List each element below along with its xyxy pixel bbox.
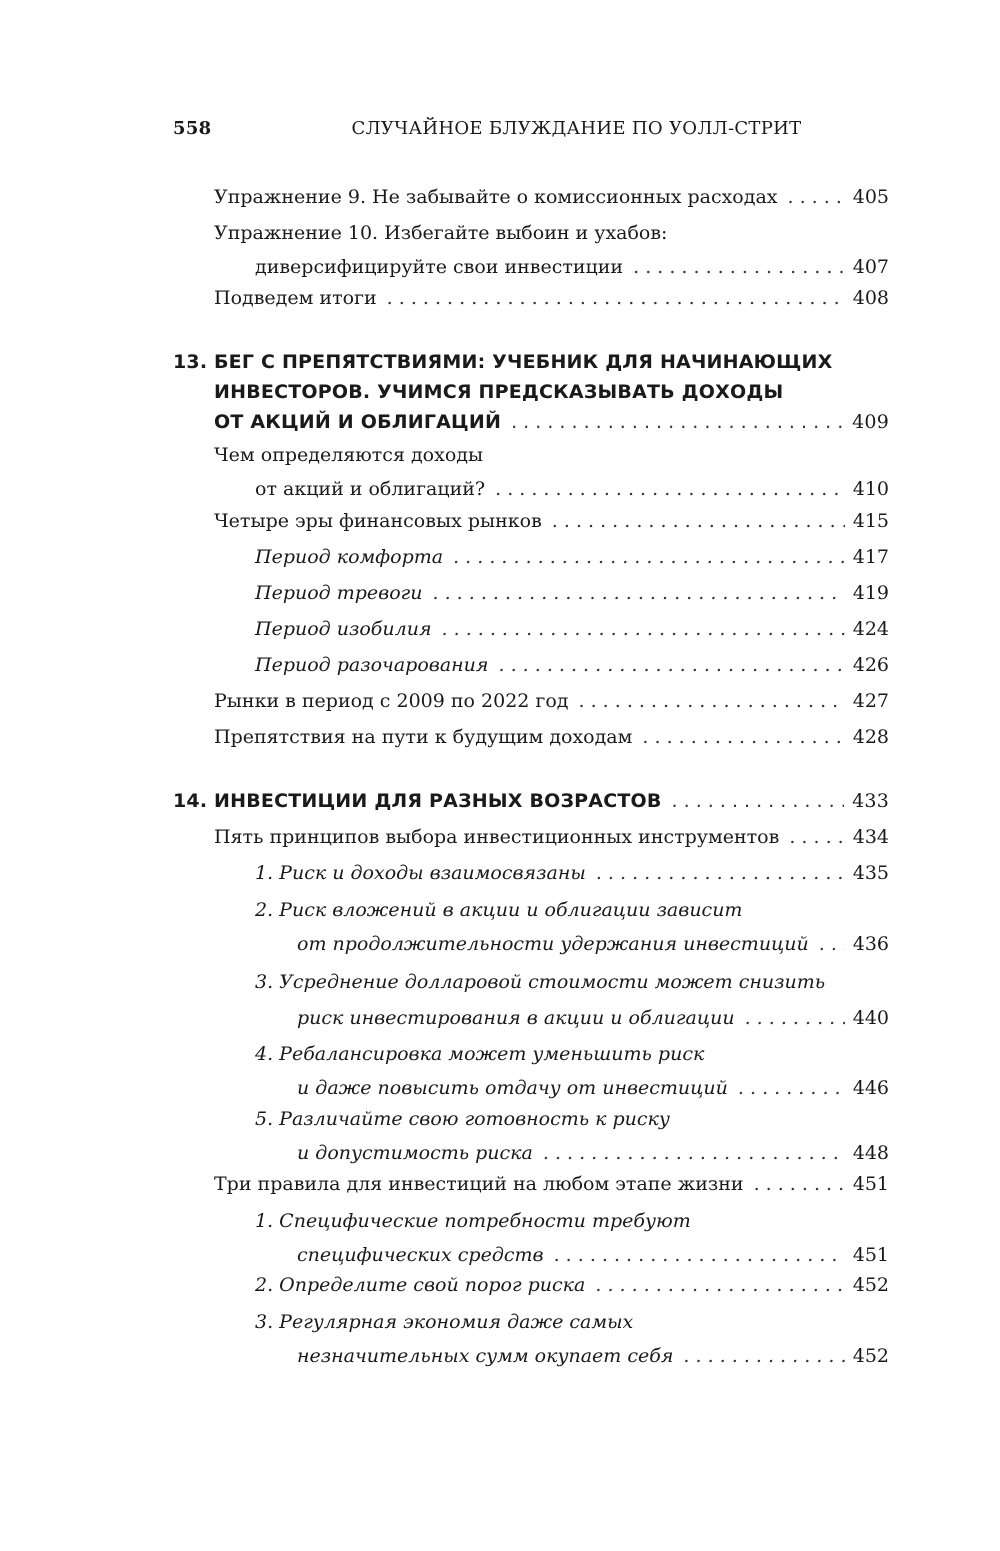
toc-page-number: 405 <box>852 186 889 208</box>
leader-dots <box>442 612 845 646</box>
chapter-title-continued: ОТ АКЦИЙ И ОБЛИГАЦИЙ <box>214 411 502 433</box>
toc-entry-title: Упражнение 10. Избегайте выбоин и ухабов: <box>214 222 668 244</box>
toc-page-number: 409 <box>852 411 889 433</box>
toc-subentry[interactable] <box>0 965 889 1035</box>
leader-dots <box>672 784 845 818</box>
toc-entry-title-continued: от акций и облигаций? <box>255 478 486 500</box>
toc-entry-title: 5. Различайте свою готовность к риску <box>255 1108 670 1130</box>
toc-subentry[interactable] <box>0 1204 889 1272</box>
toc-entry-title: Чем определяются доходы <box>214 444 484 466</box>
leader-dots <box>633 250 845 284</box>
toc-entry-title: 2. Определите свой порог риска <box>255 1274 586 1296</box>
leader-dots <box>683 1339 844 1373</box>
toc-entry-title: 1. Специфические потребности требуют <box>255 1210 691 1232</box>
leader-dots <box>819 927 845 961</box>
chapter-title: БЕГ С ПРЕПЯТСТВИЯМИ: УЧЕБНИК ДЛЯ НАЧИНАЮЩИХ <box>214 351 833 373</box>
toc-page-number: 433 <box>852 790 889 812</box>
toc-subentry[interactable] <box>0 893 889 961</box>
toc-entry-title: 2. Риск вложений в акции и облигации зависит <box>255 899 743 921</box>
toc-entry-title-continued: от продолжительности удержания инвестиций <box>297 933 809 955</box>
toc-entry-title: 3. Усреднение долларовой стоимости может снизить <box>255 971 826 993</box>
chapter-title: ИНВЕСТИЦИИ ДЛЯ РАЗНЫХ ВОЗРАСТОВ <box>214 790 662 812</box>
toc-entry-title: 3. Регулярная экономия даже самых <box>255 1311 634 1333</box>
toc-page-number: 407 <box>852 256 889 278</box>
toc-page-number: 417 <box>852 546 889 568</box>
leader-dots <box>579 684 845 718</box>
toc-page-number: 446 <box>852 1077 889 1099</box>
toc-chapter-14[interactable] <box>0 784 889 818</box>
toc-entry[interactable] <box>0 820 889 854</box>
toc-subentry[interactable] <box>0 856 889 890</box>
toc-entry-title-continued: специфических средств <box>297 1244 544 1266</box>
toc-entry-title: Три правила для инвестиций на любом этапе жизни <box>214 1173 744 1195</box>
leader-dots <box>754 1167 845 1201</box>
leader-dots <box>433 576 845 610</box>
leader-dots <box>552 504 845 538</box>
toc-entry[interactable] <box>0 684 889 718</box>
toc-entry-title: Рынки в период с 2009 по 2022 год <box>214 690 569 712</box>
leader-dots <box>499 648 845 682</box>
toc-entry-title-continued: и даже повысить отдачу от инвестиций <box>297 1077 728 1099</box>
toc-page-number: 408 <box>852 287 889 309</box>
toc-page-number: 451 <box>852 1173 889 1195</box>
leader-dots <box>595 1268 844 1302</box>
toc-entry-title-continued: незначительных сумм окупает себя <box>297 1345 674 1367</box>
toc-page-number: 452 <box>852 1345 889 1367</box>
page-number: 558 <box>173 118 212 139</box>
toc-subentry[interactable] <box>0 540 889 574</box>
leader-dots <box>495 472 845 506</box>
toc-entry[interactable] <box>0 504 889 538</box>
toc-page-number: 452 <box>852 1274 889 1296</box>
toc-entry-title: Четыре эры финансовых рынков <box>214 510 542 532</box>
toc-page-number: 428 <box>852 726 889 748</box>
leader-dots <box>788 180 845 214</box>
toc-entry-title-continued: риск инвестирования в акции и облигации <box>297 1007 735 1029</box>
toc-page-number: 440 <box>852 1007 889 1029</box>
chapter-number: 13. <box>173 351 208 373</box>
book-title: СЛУЧАЙНОЕ БЛУЖДАНИЕ ПО УОЛЛ-СТРИТ <box>351 118 802 139</box>
toc-entry-title: Период тревоги <box>255 582 423 604</box>
toc-entry[interactable] <box>0 438 889 506</box>
toc-subentry[interactable] <box>0 1305 889 1373</box>
toc-page-number: 419 <box>852 582 889 604</box>
toc-subentry[interactable] <box>0 576 889 610</box>
toc-page-number: 435 <box>852 862 889 884</box>
leader-dots <box>789 820 844 854</box>
toc-page-number: 426 <box>852 654 889 676</box>
toc-entry-title-continued: и допустимость риска <box>297 1142 533 1164</box>
leader-dots <box>453 540 845 574</box>
leader-dots <box>745 1001 845 1035</box>
toc-entry-title-continued: диверсифицируйте свои инвестиции <box>255 256 624 278</box>
toc-subentry[interactable] <box>0 612 889 646</box>
toc-subentry[interactable] <box>0 1268 889 1302</box>
leader-dots <box>596 856 845 890</box>
toc-entry[interactable] <box>0 216 889 284</box>
toc-page-number: 448 <box>852 1142 889 1164</box>
toc-entry-title: Пять принципов выбора инвестиционных инструментов <box>214 826 780 848</box>
toc-entry[interactable] <box>0 180 889 214</box>
toc-entry[interactable] <box>0 1167 889 1201</box>
toc-page-number: 427 <box>852 690 889 712</box>
toc-chapter-13[interactable] <box>0 345 889 439</box>
leader-dots <box>511 405 844 439</box>
toc-subentry[interactable] <box>0 1102 889 1170</box>
toc-entry-title: Подведем итоги <box>214 287 377 309</box>
toc-entry-title: Препятствия на пути к будущим доходам <box>214 726 633 748</box>
leader-dots <box>642 720 844 754</box>
chapter-number: 14. <box>173 790 208 812</box>
toc-page-number: 434 <box>852 826 889 848</box>
toc-entry-title: 1. Риск и доходы взаимосвязаны <box>255 862 586 884</box>
toc-entry-title: Период разочарования <box>255 654 489 676</box>
running-head <box>173 118 890 144</box>
toc-entry-title: Период изобилия <box>255 618 432 640</box>
toc-page-number: 436 <box>852 933 889 955</box>
toc-entry-title: 4. Ребалансировка может уменьшить риск <box>255 1043 705 1065</box>
leader-dots <box>387 281 845 315</box>
toc-subentry[interactable] <box>0 648 889 682</box>
toc-entry-title: Период комфорта <box>255 546 444 568</box>
leader-dots <box>543 1136 845 1170</box>
leader-dots <box>738 1071 845 1105</box>
toc-page-number: 424 <box>852 618 889 640</box>
toc-subentry[interactable] <box>0 1037 889 1105</box>
chapter-title-continued: ИНВЕСТОРОВ. УЧИМСЯ ПРЕДСКАЗЫВАТЬ ДОХОДЫ <box>214 381 784 403</box>
toc-entry-title: Упражнение 9. Не забывайте о комиссионных расходах <box>214 186 778 208</box>
toc-page-number: 451 <box>852 1244 889 1266</box>
leader-dots <box>554 1238 845 1272</box>
toc-entry[interactable] <box>0 281 889 315</box>
toc-entry[interactable] <box>0 720 889 754</box>
toc-page-number: 410 <box>852 478 889 500</box>
toc-page-number: 415 <box>852 510 889 532</box>
